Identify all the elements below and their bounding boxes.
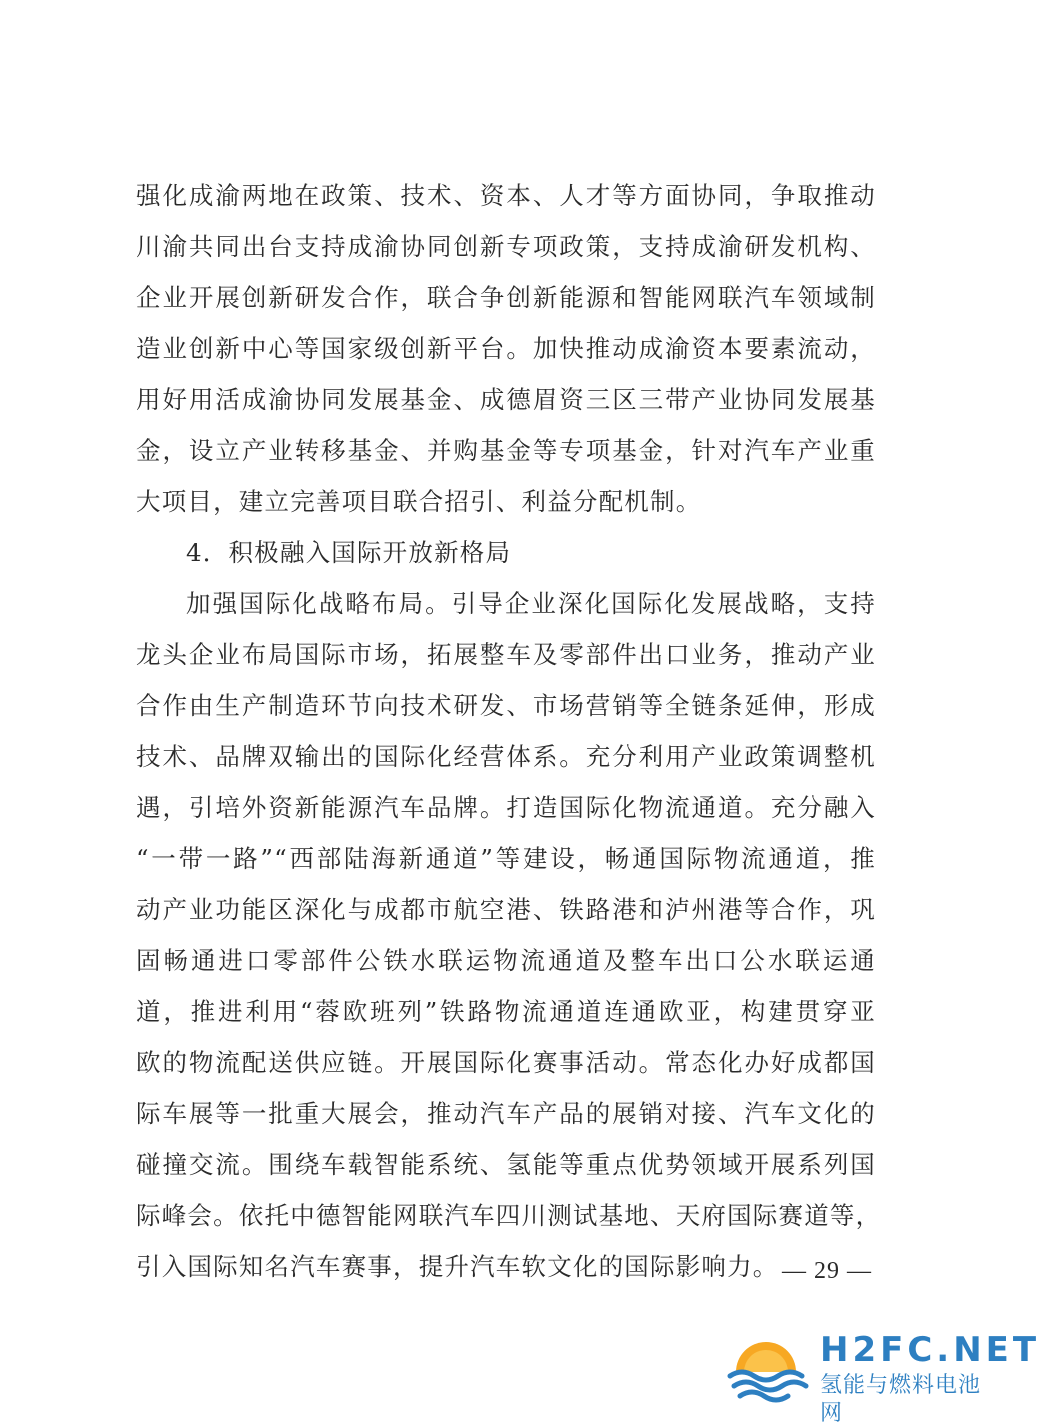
text-line: 金，设立产业转移基金、并购基金等专项基金，针对汽车产业重 xyxy=(136,436,876,465)
text-line: 大项目，建立完善项目联合招引、利益分配机制。 xyxy=(136,487,702,516)
text-line: 合作由生产制造环节向技术研发、市场营销等全链条延伸，形成 xyxy=(136,691,876,720)
text-line: 固畅通进口零部件公铁水联运物流通道及整车出口公水联运通 xyxy=(136,946,876,975)
text-line: 加强国际化战略布局。引导企业深化国际化发展战略，支持 xyxy=(186,589,876,618)
section-heading: 4．积极融入国际开放新格局 xyxy=(186,538,512,567)
text-line: 技术、品牌双输出的国际化经营体系。充分利用产业政策调整机 xyxy=(136,742,876,771)
watermark-site: H2FC.NET xyxy=(820,1330,1040,1370)
text-line: 引入国际知名汽车赛事，提升汽车软文化的国际影响力。 xyxy=(136,1252,779,1281)
text-line: 造业创新中心等国家级创新平台。加快推动成渝资本要素流动， xyxy=(136,334,876,363)
h2fc-logo-icon xyxy=(728,1332,810,1404)
text-line: 企业开展创新研发合作，联合争创新能源和智能网联汽车领域制 xyxy=(136,283,876,312)
text-line: 强化成渝两地在政策、技术、资本、人才等方面协同，争取推动 xyxy=(136,181,876,210)
text-line: 际峰会。依托中德智能网联汽车四川测试基地、天府国际赛道等， xyxy=(136,1201,882,1230)
text-line: 用好用活成渝协同发展基金、成德眉资三区三带产业协同发展基 xyxy=(136,385,876,414)
text-line: 欧的物流配送供应链。开展国际化赛事活动。常态化办好成都国 xyxy=(136,1048,876,1077)
text-line: 碰撞交流。围绕车载智能系统、氢能等重点优势领域开展系列国 xyxy=(136,1150,876,1179)
text-line: 龙头企业布局国际市场，拓展整车及零部件出口业务，推动产业 xyxy=(136,640,876,669)
text-line: 遇，引培外资新能源汽车品牌。打造国际化物流通道。充分融入 xyxy=(136,793,876,822)
text-line: “一带一路”“西部陆海新通道”等建设，畅通国际物流通道，推 xyxy=(136,844,876,873)
watermark-subtitle: 氢能与燃料电池网 xyxy=(820,1373,982,1426)
text-line: 动产业功能区深化与成都市航空港、铁路港和泸州港等合作，巩 xyxy=(136,895,876,924)
text-line: 际车展等一批重大展会，推动汽车产品的展销对接、汽车文化的 xyxy=(136,1099,876,1128)
page-number: — 29 — xyxy=(782,1258,872,1284)
watermark xyxy=(728,1330,1040,1426)
text-line: 道，推进利用“蓉欧班列”铁路物流通道连通欧亚，构建贯穿亚 xyxy=(136,997,876,1026)
text-line: 川渝共同出台支持成渝协同创新专项政策，支持成渝研发机构、 xyxy=(136,232,876,261)
